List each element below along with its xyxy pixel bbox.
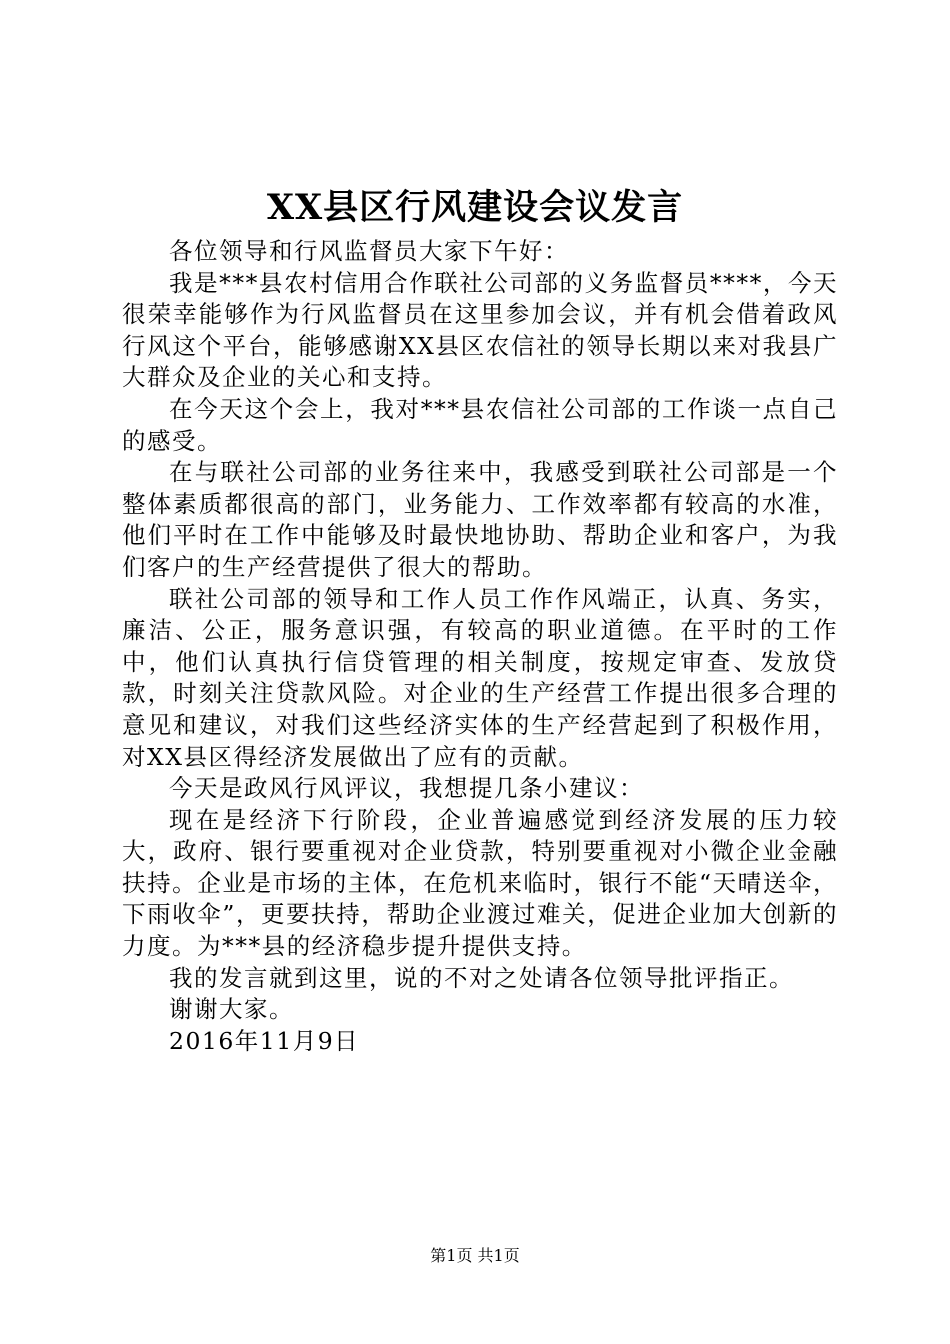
suggestion-paragraph: 现在是经济下行阶段，企业普遍感觉到经济发展的压力较大，政府、银行要重视对企业贷款，特别要重视对小微企业金融扶持。企业是市场的主体，在危机来临时，银行不能“天晴送伞，下雨收伞”，更要扶持，帮助企业渡过难关，促进企业加大创新的力度。为***县的经济稳步提升提供支持。 bbox=[122, 805, 838, 961]
closing-paragraph: 我的发言就到这里，说的不对之处请各位领导批评指正。 bbox=[169, 963, 794, 992]
document-body bbox=[122, 236, 838, 1057]
introduction-paragraph: 我是***县农村信用合作联社公司部的义务监督员****，今天很荣幸能够作为行风监督员在这里参加会议，并有机会借着政风行风这个平台，能够感谢XX县区农信社的领导长期以来对我县广大群众及企业的关心和支持。 bbox=[122, 268, 838, 392]
document-title: XX县区行风建设会议发言 bbox=[266, 187, 684, 228]
topic-paragraph: 在今天这个会上，我对***县农信社公司部的工作谈一点自己的感受。 bbox=[122, 394, 838, 455]
page-footer: 第1页 共1页 bbox=[430, 1246, 520, 1265]
suggestion-intro-paragraph: 今天是政风行风评议，我想提几条小建议： bbox=[169, 774, 644, 803]
date-line: 2016年11月9日 bbox=[169, 1026, 360, 1055]
greeting-paragraph: 各位领导和行风监督员大家下午好： bbox=[169, 237, 569, 265]
impression-paragraph: 在与联社公司部的业务往来中，我感受到联社公司部是一个整体素质都很高的部门，业务能力、工作效率都有较高的水准，他们平时在工作中能够及时最快地协助、帮助企业和客户，为我们客户的生产经营提供了很大的帮助。 bbox=[122, 458, 838, 581]
work-style-paragraph: 联社公司部的领导和工作人员工作作风端正，认真、务实，廉洁、公正，服务意识强，有较高的职业道德。在平时的工作中，他们认真执行信贷管理的相关制度，按规定审查、发放贷款，时刻关注贷款风险。对企业的生产经营工作提出很多合理的意见和建议，对我们这些经济实体的生产经营起到了积极作用，对XX县区得经济发展做出了应有的贡献。 bbox=[122, 584, 838, 771]
thanks-paragraph: 谢谢大家。 bbox=[169, 995, 294, 1024]
